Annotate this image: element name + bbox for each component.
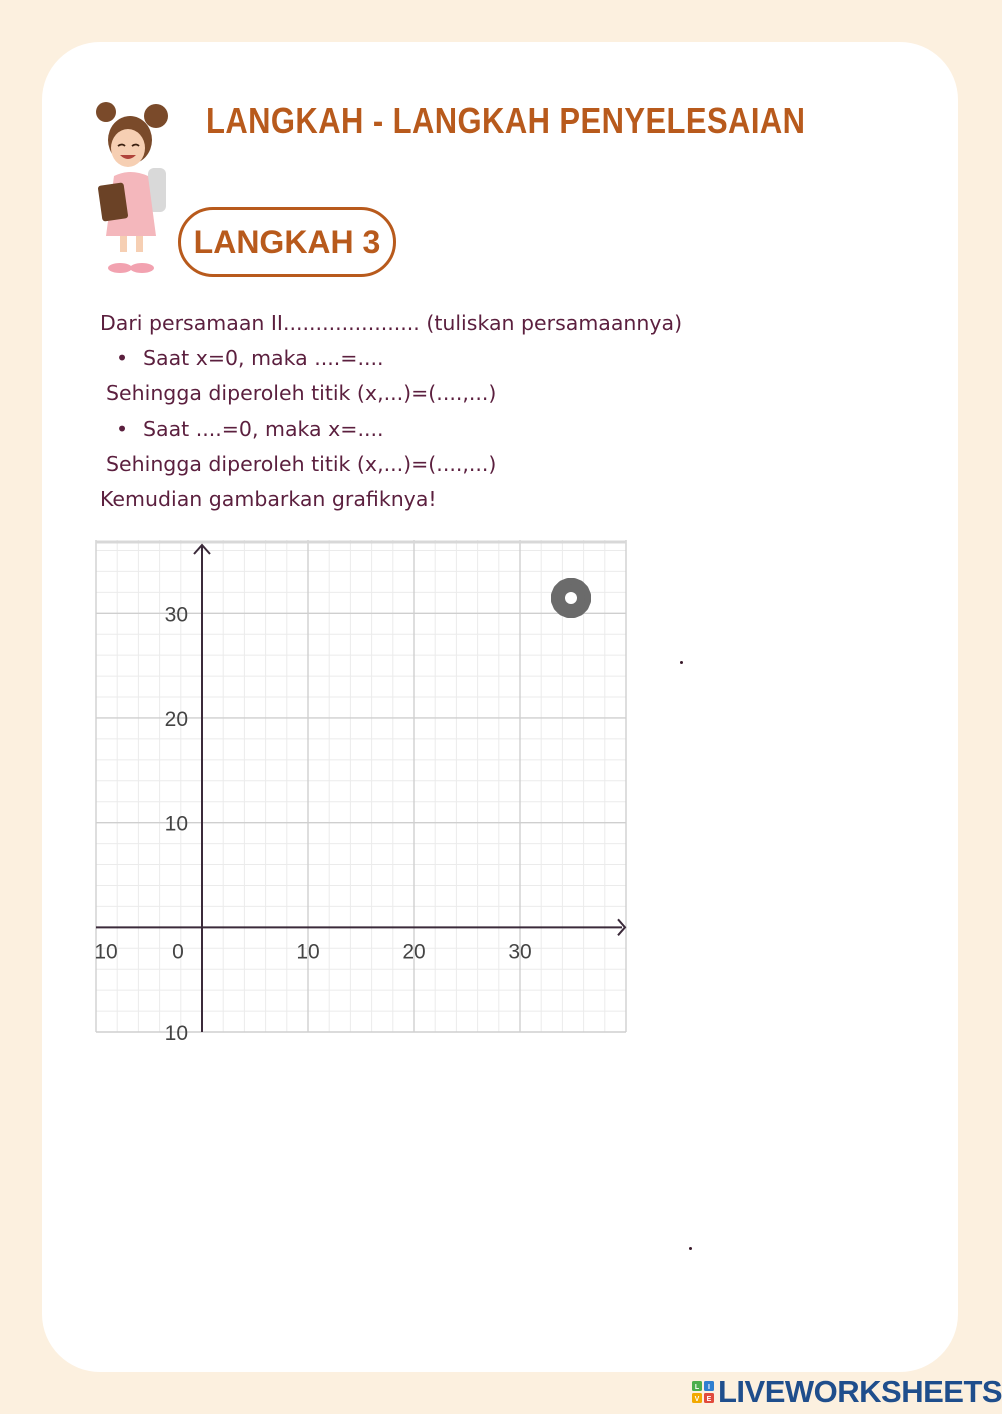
answer-dot-marker[interactable] (680, 661, 683, 664)
instruction-closing: Kemudian gambarkan grafiknya! (100, 487, 437, 512)
step-label: LANGKAH 3 (178, 207, 396, 277)
instructions (100, 306, 720, 517)
liveworksheets-logo (692, 1374, 1002, 1410)
x-tick-label: 0 (172, 940, 184, 964)
y-tick-label: 10 (164, 1022, 188, 1045)
coordinate-graph[interactable] (94, 540, 626, 1045)
logo-letter: V (694, 1396, 700, 1403)
bullet-icon: • (116, 346, 129, 371)
gear-icon[interactable] (551, 578, 591, 618)
list-item (100, 412, 720, 447)
x-tick-label: 30 (508, 940, 532, 964)
logo-letter: E (706, 1396, 712, 1403)
instruction-result: Sehingga diperoleh titik (x,...)=(....,...) (106, 451, 497, 476)
x-tick-label: 10 (296, 940, 320, 964)
logo-letter: L (694, 1384, 700, 1391)
bullet-text: Saat ....=0, maka x=.... (143, 416, 384, 441)
logo-mark (692, 1381, 714, 1403)
page-title: LANGKAH - LANGKAH PENYELESAIAN (206, 100, 806, 141)
bullet-icon: • (116, 416, 129, 441)
logo-letter: I (708, 1384, 710, 1391)
graph-panel[interactable] (94, 540, 626, 1045)
x-tick-label: 10 (94, 940, 118, 964)
instruction-equation: Dari persamaan II..................... (tuliskan persamaannya) (100, 311, 683, 335)
bullet-text: Saat x=0, maka ....=.... (143, 346, 384, 371)
girl-with-book-illustration (92, 96, 172, 278)
list-item (100, 341, 720, 376)
y-tick-label: 10 (164, 812, 188, 836)
instruction-result: Sehingga diperoleh titik (x,...)=(....,...) (106, 381, 497, 406)
y-tick-label: 30 (164, 603, 188, 627)
answer-dot-marker[interactable] (689, 1247, 692, 1250)
y-tick-label: 20 (164, 707, 188, 731)
x-tick-label: 20 (402, 940, 426, 964)
logo-text: LIVEWORKSHEETS (718, 1374, 1002, 1409)
